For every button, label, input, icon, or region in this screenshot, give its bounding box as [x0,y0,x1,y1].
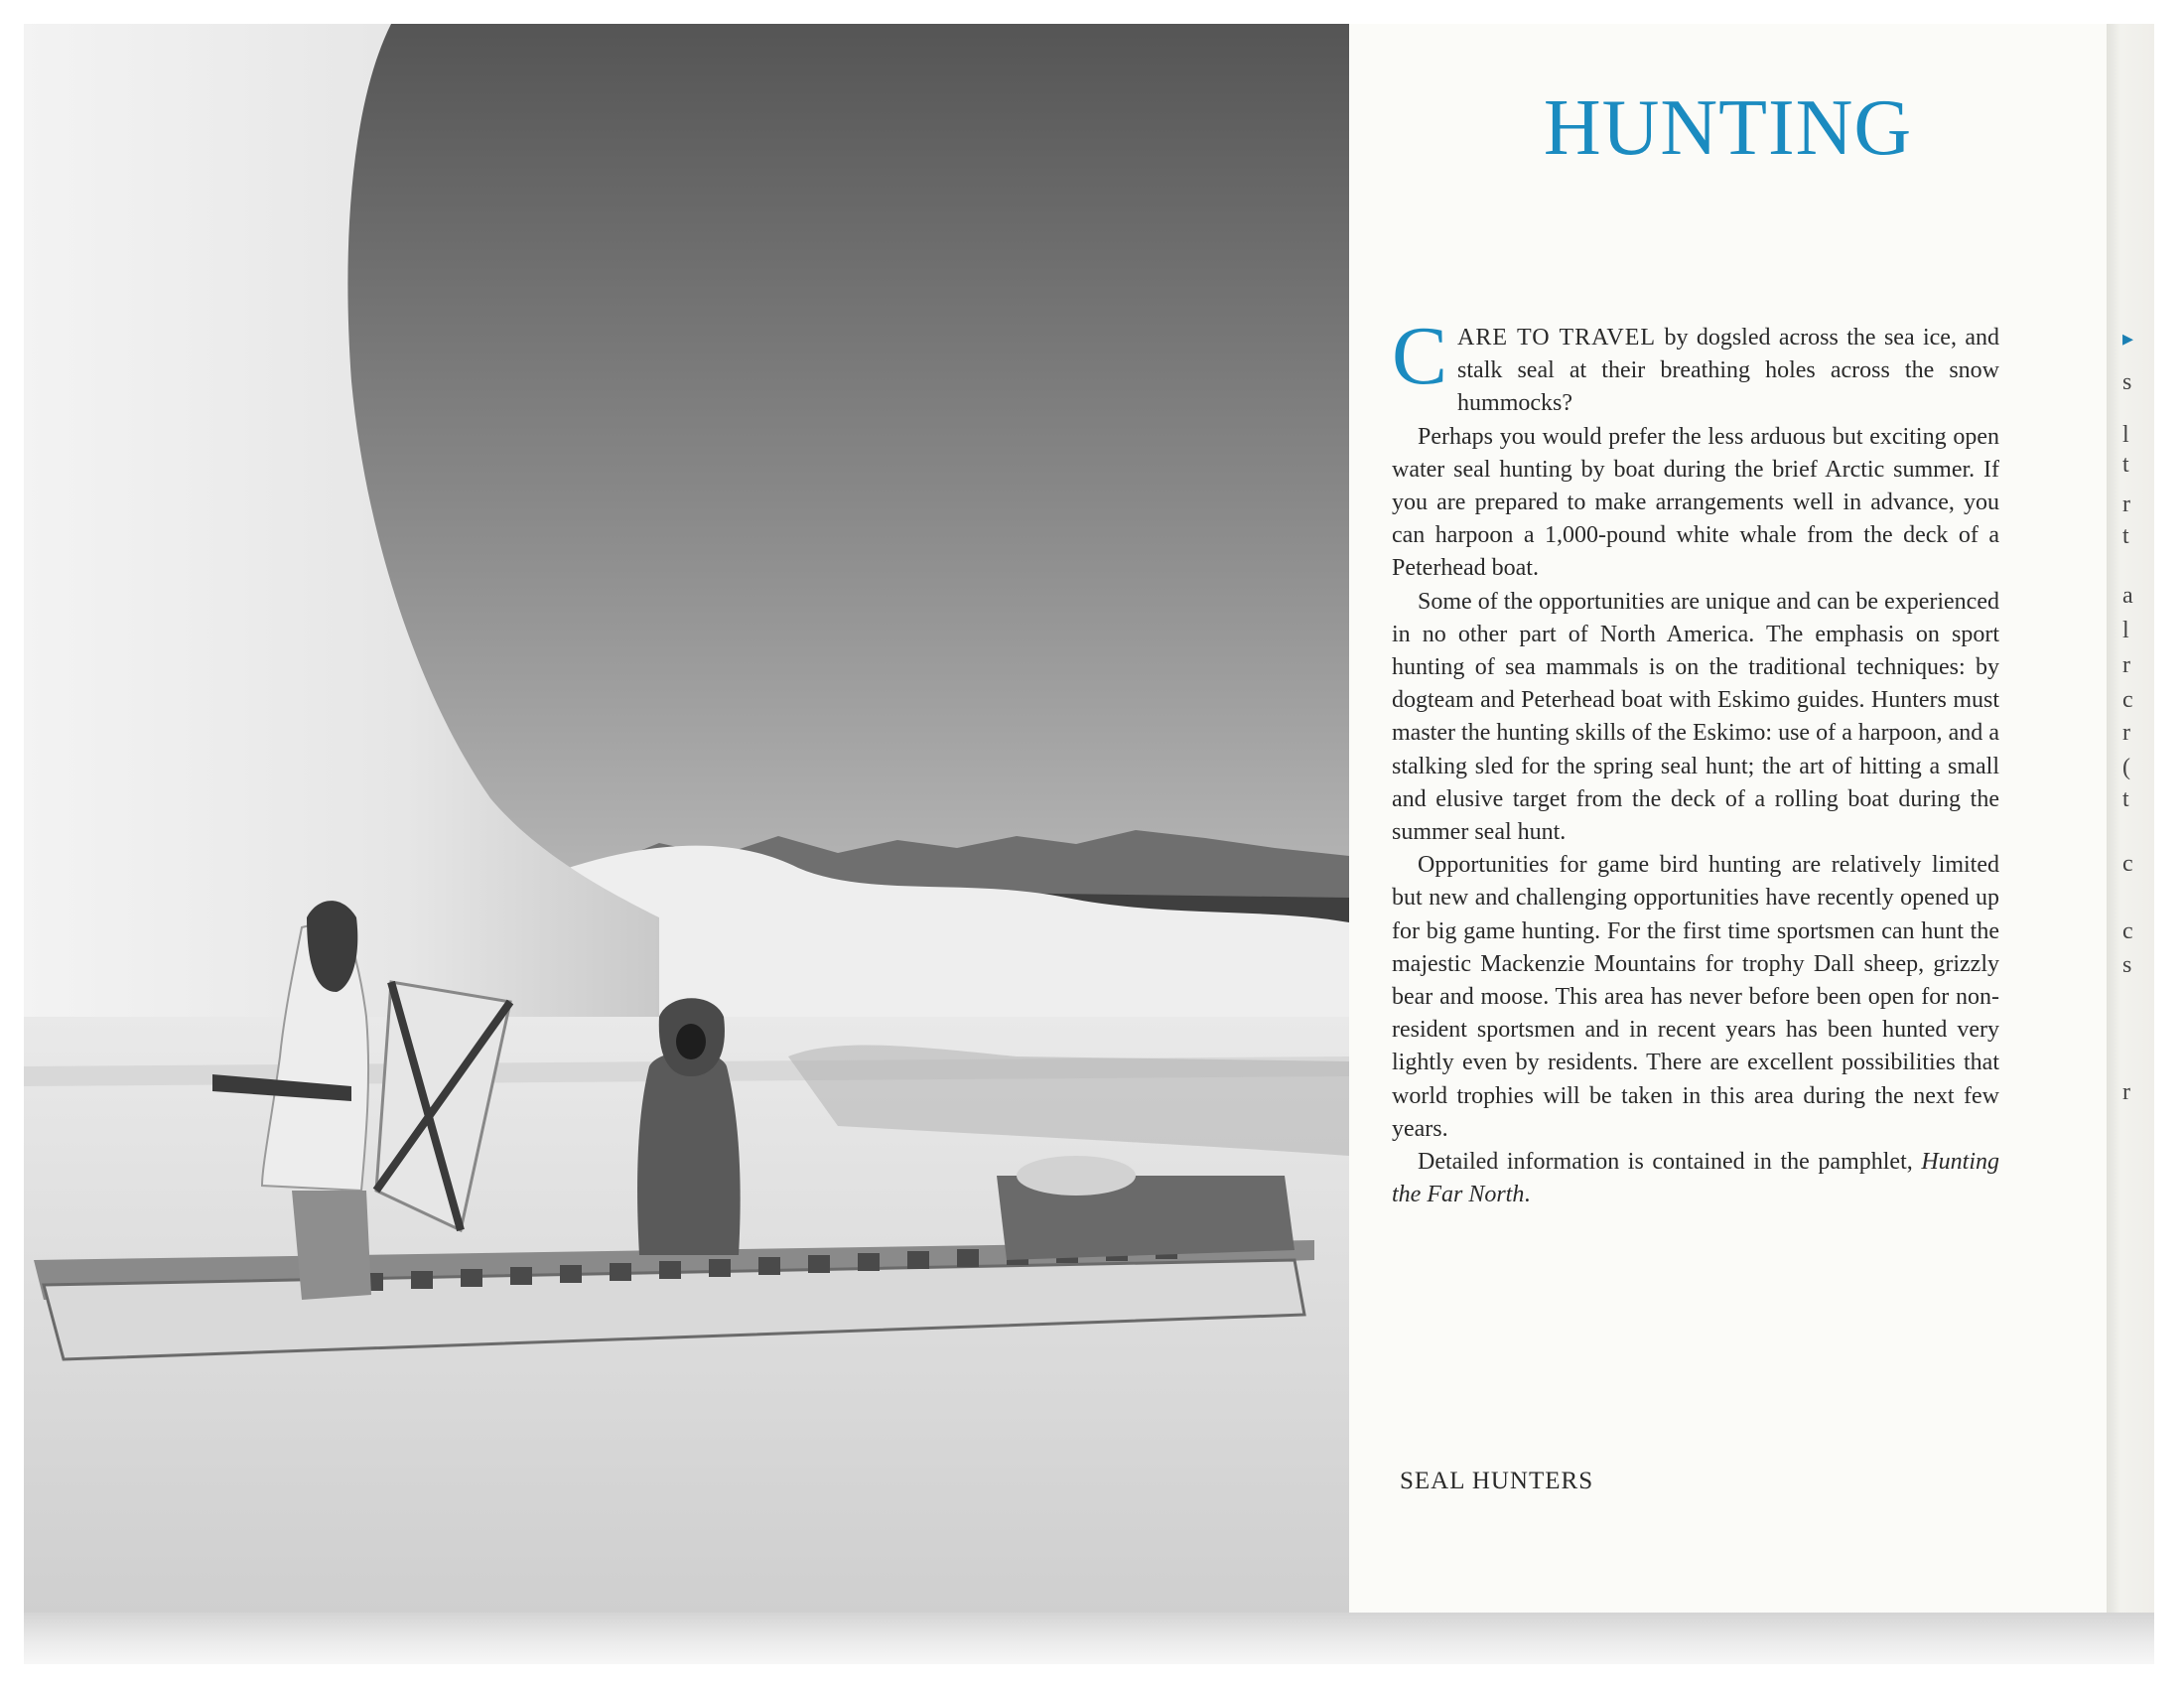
paragraph-4: Opportunities for game bird hunting are relatively limited but new and challenging opportunities have recently opened up for big game hunting. For the first time sportsmen can hunt the majestic Mackenzie Mountains for trophy Dall sheep, grizzly bear and moose. This area has never before been open for non-resident sportsmen and in recent years has been hunted very lightly even by residents. There are excellent possibilities that world trophies will be taken in this area during the next few years. [1392,852,1999,1142]
next-page-glyph: r [2122,1079,2130,1105]
next-page-glyph: r [2122,492,2130,517]
next-page-glyph: c [2122,918,2133,944]
paragraph-1 [1392,310,1999,421]
drop-cap: C [1392,310,1448,402]
next-page-accent-mark: ▸ [2122,326,2134,351]
hunter-left-legs [292,1191,371,1300]
pamphlet-title: Hunting the Far North [1392,1149,1999,1208]
scan-bottom-shadow [24,1613,2154,1664]
paragraph-5-text: Detailed information is contained in the pamphlet, [1418,1149,1922,1176]
next-page-glyph: l [2122,618,2129,643]
next-page-glyph: s [2122,952,2132,978]
paragraph-1-text: by dogsled across the sea ice, and stalk seal at their breathing holes across the snow hummocks? [1457,325,1999,417]
next-page-glyph: c [2122,851,2133,877]
paragraph-2: Perhaps you would prefer the less arduous but exciting open water seal hunting by boat during the brief Arctic summer. If you are prepared to make arrangements well in advance, you can harpoon a 1,000-pound white whale from the deck of a Peterhead boat. [1392,423,1999,582]
photo-illustration [24,24,1349,1613]
next-page-glyph: t [2122,523,2129,549]
next-page-glyph: l [2122,422,2129,448]
next-page-glyph: s [2122,369,2132,395]
photo-caption: SEAL HUNTERS [1400,1468,1594,1494]
seal-hunters-photo [24,24,1349,1613]
next-page-glyph: r [2122,720,2130,746]
paragraph-5 [1392,1146,1999,1211]
next-page-glyph: ( [2122,755,2130,780]
next-page-glyph: a [2122,583,2133,609]
next-page-glyph: t [2122,452,2129,478]
opening-caps: ARE TO TRAVEL [1457,325,1657,351]
next-page-glyph: t [2122,786,2129,812]
paragraph-3: Some of the opportunities are unique and can be experienced in no other part of North America. The emphasis on sport hunting of sea mammals is on the traditional techniques: by dogteam and Peterhead boat with Eskimo guides. Hunters must master the hunting skills of the Eskimo: use of a harpoon, and a stalking sled for the spring seal hunt; the art of hitting a small and elusive target from the deck of a rolling boat during the summer seal hunt. [1392,588,1999,846]
next-page-glyph: c [2122,687,2133,713]
hunter-right-parka [637,1052,741,1255]
pamphlet-suffix: . [1524,1182,1531,1208]
next-page-edge [2116,24,2154,1613]
next-page-glyph: r [2122,652,2130,678]
page-title: HUNTING [1543,84,1913,172]
article-body [1392,310,1999,1211]
